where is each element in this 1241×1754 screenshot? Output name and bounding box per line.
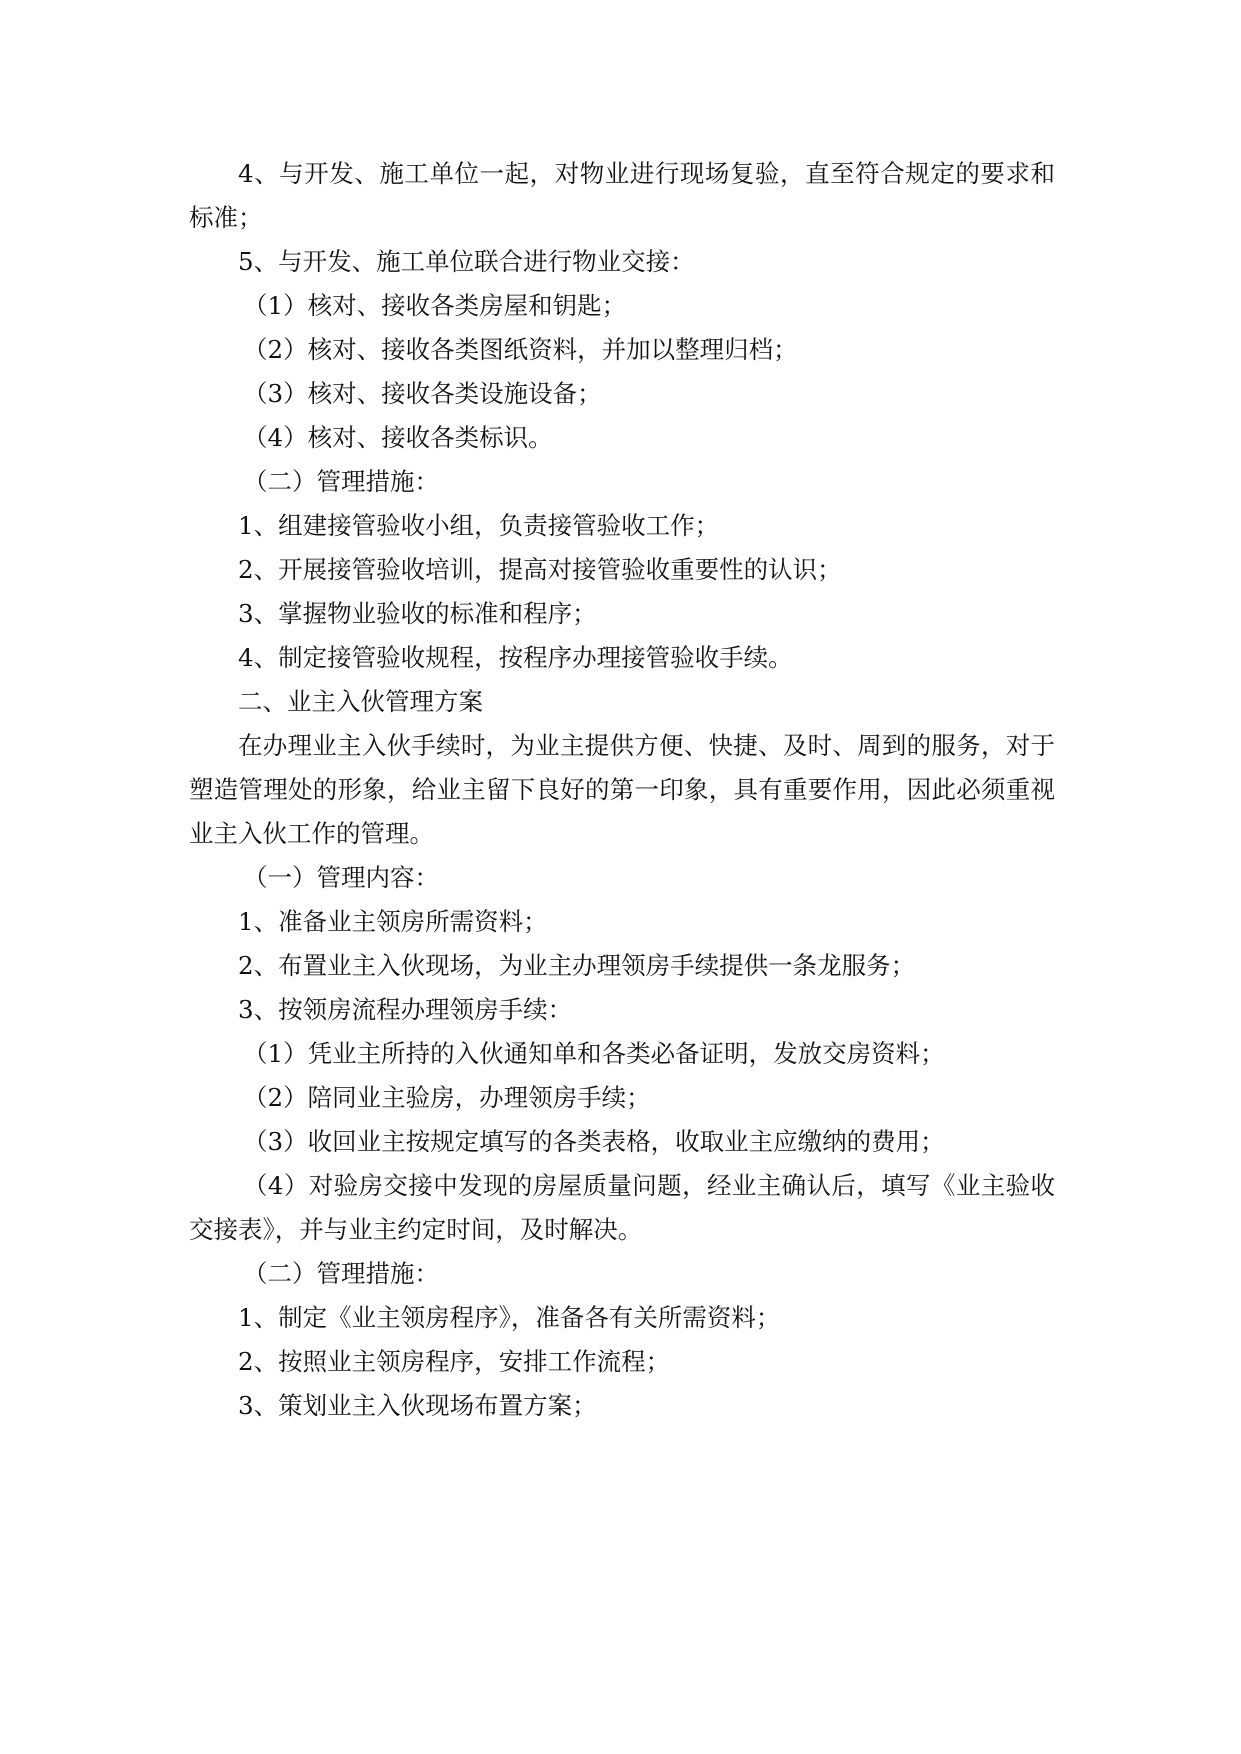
text-line: 4、制定接管验收规程，按程序办理接管验收手续。 <box>238 643 793 672</box>
text-line: 3、掌握物业验收的标准和程序； <box>238 599 597 628</box>
text-line: 3、按领房流程办理领房手续： <box>238 995 573 1024</box>
text-line: （2）陪同业主验房，办理领房手续； <box>243 1083 651 1112</box>
text-line: 1、准备业主领房所需资料； <box>238 907 548 936</box>
text-line: （二）管理措施： <box>243 1259 439 1288</box>
text-line: 业主入伙工作的管理。 <box>189 819 434 848</box>
text-line: 3、策划业主入伙现场布置方案； <box>238 1391 597 1420</box>
text-line: 交接表》，并与业主约定时间，及时解决。 <box>189 1215 643 1244</box>
text-line: （一）管理内容： <box>243 863 439 892</box>
text-line: 标准； <box>189 203 263 232</box>
text-line: 4、与开发、施工单位一起，对物业进行现场复验，直至符合规定的要求和 <box>238 159 1055 188</box>
text-line: 5、与开发、施工单位联合进行物业交接： <box>238 247 695 276</box>
text-line: 2、布置业主入伙现场，为业主办理领房手续提供一条龙服务； <box>238 951 916 980</box>
text-line: （3）收回业主按规定填写的各类表格，收取业主应缴纳的费用； <box>243 1127 945 1156</box>
document-body <box>189 152 1055 1428</box>
text-line: （3）核对、接收各类设施设备； <box>243 379 602 408</box>
text-line: 1、组建接管验收小组，负责接管验收工作； <box>238 511 720 540</box>
text-line: 1、制定《业主领房程序》，准备各有关所需资料； <box>238 1303 781 1332</box>
text-line: （1）核对、接收各类房屋和钥匙； <box>243 291 627 320</box>
text-line: 在办理业主入伙手续时，为业主提供方便、快捷、及时、周到的服务，对于 <box>238 731 1055 760</box>
text-line: （4）核对、接收各类标识。 <box>243 423 553 452</box>
text-line: （2）核对、接收各类图纸资料，并加以整理归档； <box>243 335 798 364</box>
text-line: 2、开展接管验收培训，提高对接管验收重要性的认识； <box>238 555 842 584</box>
text-line: 塑造管理处的形象，给业主留下良好的第一印象，具有重要作用，因此必须重视 <box>189 775 1055 804</box>
text-line: （4）对验房交接中发现的房屋质量问题，经业主确认后，填写《业主验收 <box>243 1171 1055 1200</box>
text-line: （二）管理措施： <box>243 467 439 496</box>
text-line: 二、业主入伙管理方案 <box>238 687 483 716</box>
text-line: 2、按照业主领房程序，安排工作流程； <box>238 1347 671 1376</box>
text-line: （1）凭业主所持的入伙通知单和各类必备证明，发放交房资料； <box>243 1039 945 1068</box>
